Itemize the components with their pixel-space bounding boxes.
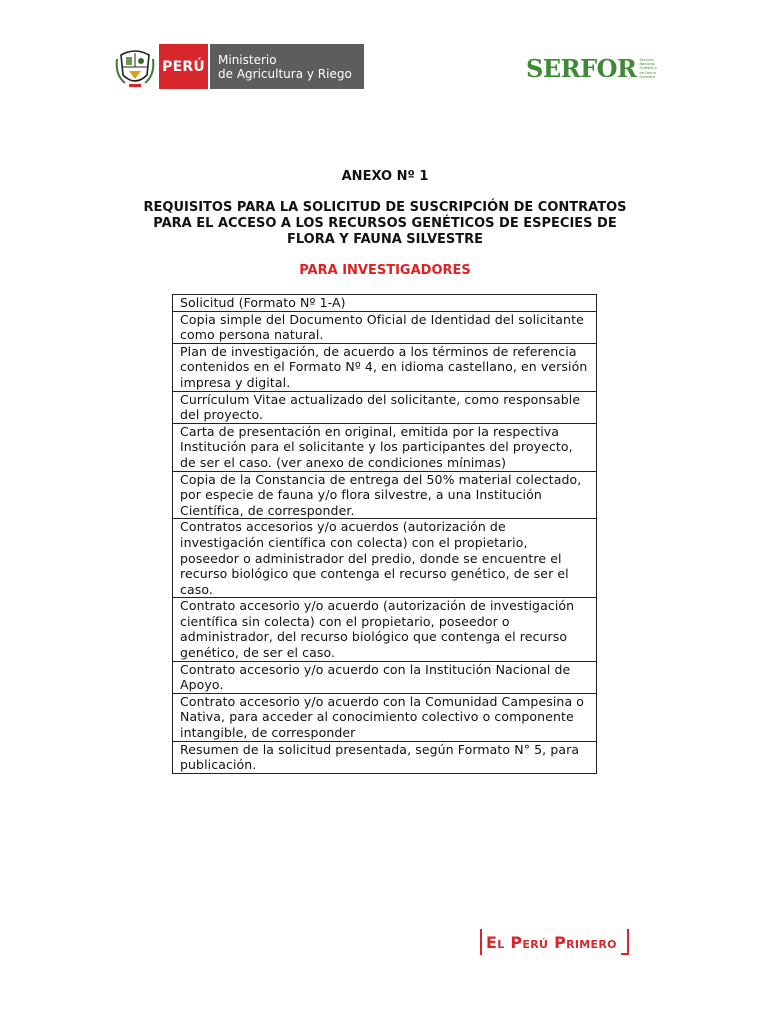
requirement-cell: Currículum Vitae actualizado del solicitante, como responsable del proyecto. (173, 391, 597, 423)
coat-of-arms-icon (115, 45, 155, 89)
table-row (173, 391, 597, 423)
serfor-sub-line: Silvestre (639, 74, 655, 79)
serfor-sub-line: Servicio (639, 57, 654, 62)
table-row (173, 741, 597, 773)
audience-subtitle: PARA INVESTIGADORES (299, 263, 471, 278)
serfor-logo (526, 54, 665, 83)
serfor-sub-line: de Fauna (639, 70, 656, 75)
table-row (173, 693, 597, 741)
requirement-cell: Contrato accesorio y/o acuerdo con la Institución Nacional de Apoyo. (173, 661, 597, 693)
requirements-title-line-3: FLORA Y FAUNA SILVESTRE (286, 232, 484, 247)
requirement-cell: Solicitud (Formato Nº 1-A) (173, 295, 597, 312)
table-row (173, 343, 597, 391)
requirements-title (0, 200, 770, 248)
annex-title: ANEXO Nº 1 (341, 169, 429, 184)
requirement-cell: Contrato accesorio y/o acuerdo con la Comunidad Campesina o Nativa, para acceder al conocimiento colectivo o componente intangible, de corresponder (173, 693, 597, 741)
table-row (173, 423, 597, 471)
peru-badge (159, 44, 208, 89)
requirement-cell: Copia de la Constancia de entrega del 50% material colectado, por especie de fauna y/o flora silvestre, a una Institución Científica, de corresponder. (173, 471, 597, 519)
requirements-title-line-2: PARA EL ACCESO A LOS RECURSOS GENÉTICOS DE ESPECIES DE (153, 216, 617, 231)
ministry-line-2: de Agricultura y Riego (218, 66, 352, 81)
serfor-subtitle (639, 58, 665, 79)
table-row (173, 471, 597, 519)
peru-label: PERÚ (162, 58, 205, 75)
table-row (173, 311, 597, 343)
requirement-cell: Plan de investigación, de acuerdo a los términos de referencia contenidos en el Formato Nº 4, en idioma castellano, en versión impresa y digital. (173, 343, 597, 391)
requirements-table (172, 294, 597, 774)
table-row (173, 519, 597, 598)
table-row (173, 661, 597, 693)
slogan-right-bracket (621, 929, 629, 955)
requirement-cell: Copia simple del Documento Oficial de Identidad del solicitante como persona natural. (173, 311, 597, 343)
slogan-text: El Perú Primero (486, 932, 617, 952)
ministry-line-1: Ministerio (218, 52, 277, 67)
footer-slogan-logo (480, 929, 629, 955)
table-row (173, 295, 597, 312)
requirements-title-line-1: REQUISITOS PARA LA SOLICITUD DE SUSCRIPCIÓN DE CONTRATOS (143, 200, 627, 215)
table-row (173, 598, 597, 661)
serfor-sub-line: Forestal y (639, 66, 657, 71)
serfor-wordmark: SERFOR (526, 54, 637, 83)
requirement-cell: Carta de presentación en original, emitida por la respectiva Institución para el solicitante y los participantes del proyecto, de ser el caso. (ver anexo de condiciones mínimas) (173, 423, 597, 471)
ministry-name-box (208, 44, 364, 89)
requirement-cell: Contrato accesorio y/o acuerdo (autorización de investigación científica sin colecta) con el propietario, poseedor o administrador, del recurso biológico que contenga el recurso genético, de ser el caso. (173, 598, 597, 661)
serfor-sub-line: Nacional (639, 62, 656, 67)
ministry-logo (115, 43, 364, 90)
requirement-cell: Resumen de la solicitud presentada, según Formato N° 5, para publicación. (173, 741, 597, 773)
requirement-cell: Contratos accesorios y/o acuerdos (autorización de investigación científica con colecta) con el propietario, poseedor o administrador del predio, donde se encuentre el recurso biológico que contenga el recurso genético, de ser el caso. (173, 519, 597, 598)
